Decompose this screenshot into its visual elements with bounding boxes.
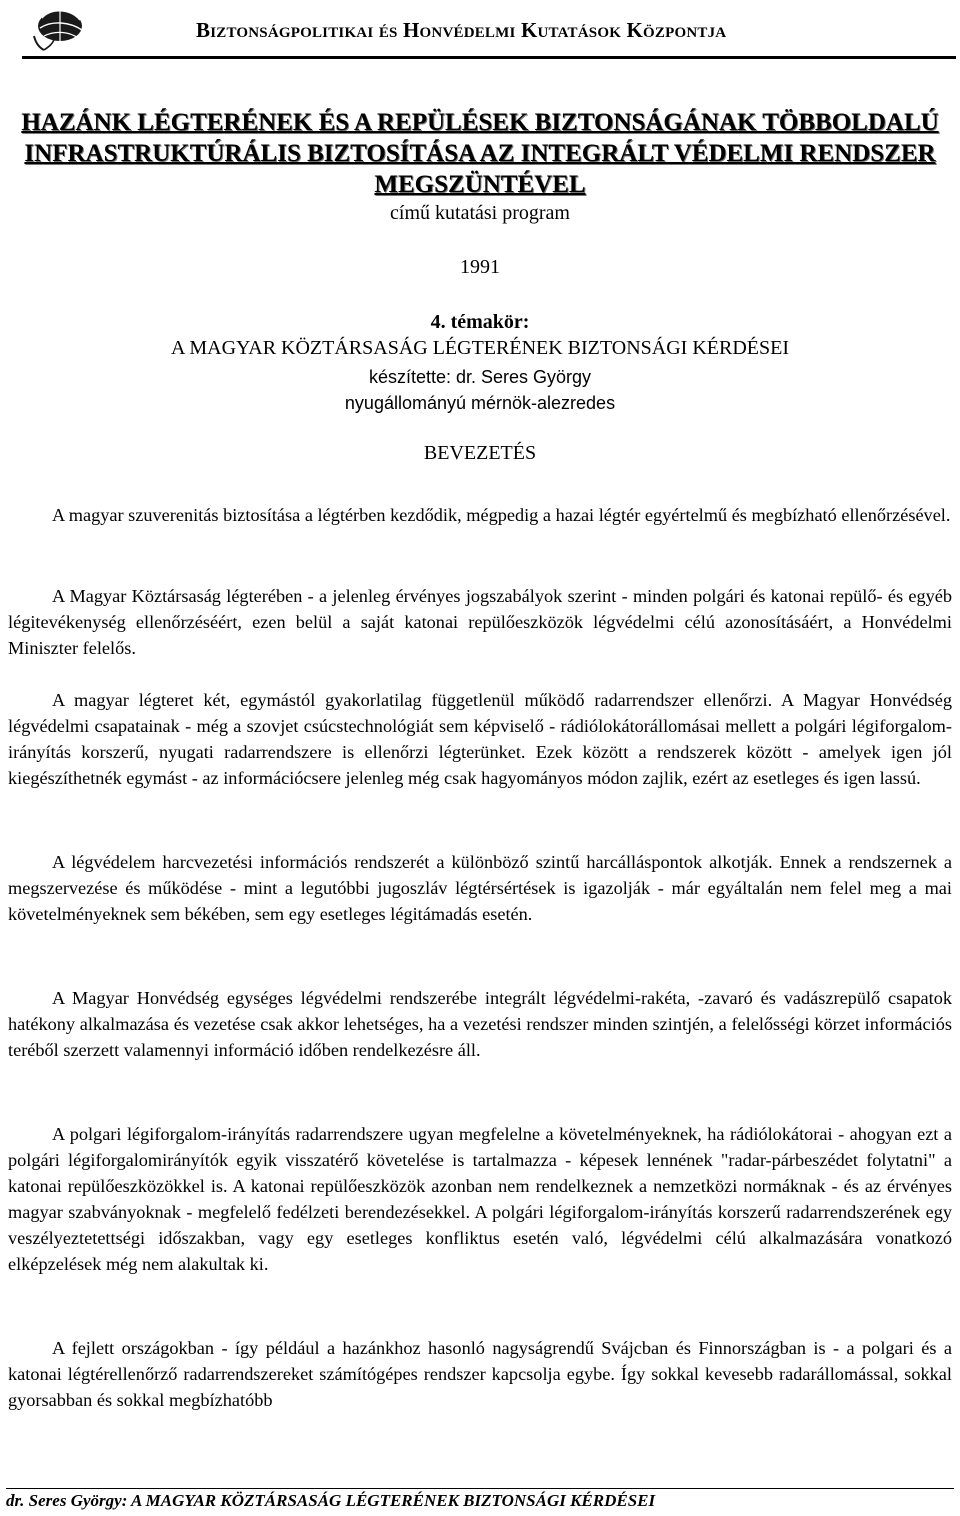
author-rank: nyugállományú mérnök-alezredes	[344, 393, 616, 413]
year: 1991	[460, 256, 500, 278]
program-subtitle: című kutatási program	[390, 202, 570, 224]
topic-number: 4. témakör:	[430, 311, 530, 333]
section-heading: BEVEZETÉS	[423, 442, 537, 464]
page-header	[0, 0, 960, 62]
header-divider	[22, 56, 956, 59]
author-line: készítette: dr. Seres György	[368, 367, 592, 387]
topic-title: A MAGYAR KÖZTÁRSASÁG LÉGTERÉNEK BIZTONSÁGI KÉRDÉSEI	[171, 337, 789, 359]
document-title: HAZÁNK LÉGTERÉNEK ÉS A REPÜLÉSEK BIZTONSÁGÁNAK TÖBBOLDALÚ INFRASTRUKTÚRÁLIS BIZTOSÍTÁSA AZ INTEGRÁLT VÉDELMI RENDSZER MEGSZÜNTÉVEL	[21, 109, 939, 198]
paragraph-7: A fejlett országokban - így például a hazánkhoz hasonló nagyságrendű Svájcban és Finnországban is - a polgari és a katonai légtérellenőrző radarrendszereket számítógépes rendszer kapcsolja egybe. Így sokkal kevesebb radarállomással, sokkal gyorsabban és sokkal megbízhatóbb	[8, 1338, 952, 1410]
paragraph-2: A Magyar Köztársaság légterében - a jelenleg érvényes jogszabályok szerint - minden polgári és katonai repülő- és egyéb légitevékenység ellenőrzéséért, ezen belül a saját katonai repülőeszközök légvédelmi célú azonosításáért, a Honvédelmi Miniszter felelős.	[8, 586, 952, 658]
paragraph-6: A polgari légiforgalom-irányítás radarrendszere ugyan megfelelne a követelményeknek, ha rádiólokátorai - ahogyan ezt a polgári légiforgalomirányítók egyik visszatérő követelése is tartalmazza - képesek lennének "radar-párbeszédet folytatni" a katonai repülőeszközökkel is. A katonai repülőeszközök azonban nem rendelkeznek a nemzetközi normáknak - és az érvényes magyar szabványoknak - megfelelő fedélzeti berendezésekkel. A polgári légiforgalom-irányítás korszerű radarrendszerének egy veszélyeztetettségi időszakban, vagy egy esetleges konfliktus esetén való, légvédelmi célú alkalmazására vonatkozó elképzelések még nem alakultak ki.	[8, 1124, 952, 1274]
paragraph-4: A légvédelem harcvezetési információs rendszerét a különböző szintű harcálláspontok alkotják. Ennek a rendszernek a megszervezése és működése - mint a legutóbbi jugoszláv légtérsértések is igazolják - már egyáltalán nem felel meg a mai követelményeknek sem békében, sem egy esetleges légitámadás esetén.	[8, 852, 952, 924]
institute-title: Biztonságpolitikai és Honvédelmi Kutatások Központja	[196, 18, 727, 42]
paragraph-5: A Magyar Honvédség egységes légvédelmi rendszerébe integrált légvédelmi-rakéta, -zavaró és vadászrepülő csapatok hatékony alkalmazása és vezetése csak akkor lehetséges, ha a vezetési rendszer minden szintjén, a felelősségi körzet információs teréből szerzett valamennyi információ időben rendelkezésre áll.	[8, 988, 952, 1060]
paragraph-1: A magyar szuverenitás biztosítása a légtérben kezdődik, mégpedig a hazai légtér egyértelmű és megbízható ellenőrzésével.	[52, 505, 951, 525]
footer-divider	[6, 1488, 954, 1489]
paragraph-3: A magyar légteret két, egymástól gyakorlatilag függetlenül működő radarrendszer ellenőrzi. A Magyar Honvédség légvédelmi csapatainak - még a szovjet csúcstechnológiát sem képviselő - rádiólokátorállomásai mellett a polgári légiforgalom-irányítás korszerű, nyugati radarrendszere is ellenőrzi légterünket. Ezek között a rendszerek között - amelyek igen jól kiegészíthetnék egymást - az információcsere jelenleg még csak hagyományos módon zajlik, ezért az esetleges és igen lassú.	[8, 690, 952, 788]
globe-logo-icon	[30, 6, 86, 52]
page-footer: dr. Seres György: A MAGYAR KÖZTÁRSASÁG LÉGTERÉNEK BIZTONSÁGI KÉRDÉSEI	[6, 1491, 656, 1510]
